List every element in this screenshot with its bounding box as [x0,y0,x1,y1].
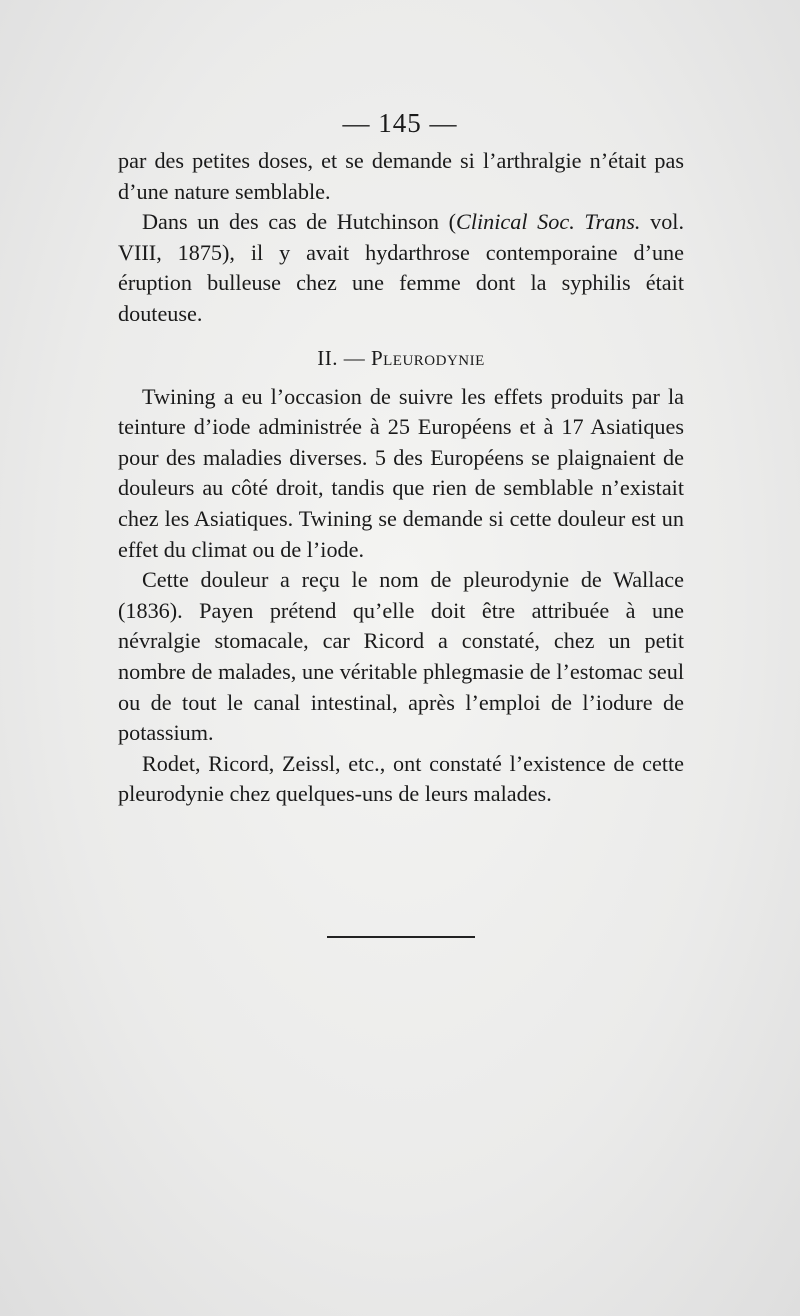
paragraph-twining: Twining a eu l’occasion de suivre les effets produits par la teinture d’iode administrée à 25 Européens et à 17 Asiatiques pour des maladies diverses. 5 des Européens se plaignaient de douleurs au côté droit, tandis que rien de semblable n’existait chez les Asiatiques. Twining se demande si cette douleur est un effet du climat ou de l’iode. [118,383,684,562]
paragraph-hutchinson-end: vol. VIII, 1875), il y avait hydarthrose contemporaine d’une éruption bulleuse chez une femme dont la syphilis était douteuse. [118,209,685,326]
paragraph-rodet: Rodet, Ricord, Zeissl, etc., ont constaté l’existence de cette pleurodynie chez quelques-uns de leurs malades. [118,750,684,807]
body-text [118,146,684,810]
section-heading: II. — Pleurodynie [317,345,485,370]
paragraph-wallace: Cette douleur a reçu le nom de pleurodynie de Wallace (1836). Payen prétend qu’elle doit être attribuée à une névralgie stomacale, car Ricord a constaté, chez un petit nombre de malades, une véritable phlegmasie de l’estomac seul ou de tout le canal intestinal, après l’emploi de l’iodure de potassium. [118,567,684,746]
citation-title: Clinical Soc. Trans. [456,209,641,235]
paragraph-hutchinson [118,207,684,329]
paragraph-hutchinson-start: Dans un des cas de Hutchinson ( [142,209,457,235]
separator-rule [327,936,475,938]
page-number: — 145 — [342,108,458,138]
paragraph-continuation: par des petites doses, et se demande si l’arthralgie n’était pas d’une nature semblable. [118,148,684,204]
